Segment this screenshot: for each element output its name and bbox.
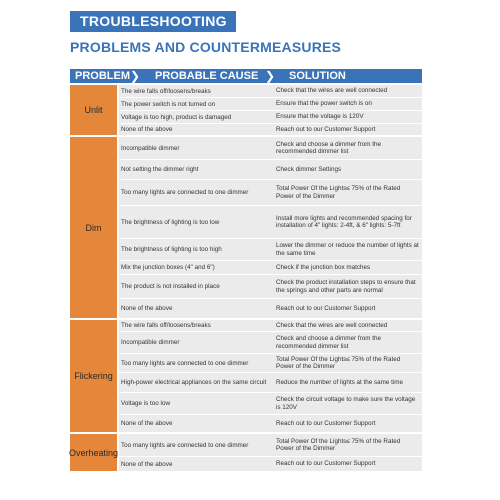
cause-cell: None of the above: [121, 460, 173, 468]
solution-cell: Reach out to our Customer Support: [276, 125, 376, 133]
problem-column-header: PROBLEM: [75, 70, 130, 82]
solution-cell: Check and choose a dimmer from the recommended dimmer list: [276, 335, 381, 350]
table-row: [119, 261, 422, 275]
table-row: [119, 299, 422, 318]
cause-cell: Incompatible dimmer: [121, 144, 180, 152]
troubleshooting-table: [70, 85, 422, 473]
table-row: [119, 180, 422, 206]
cause-cell: Too many lights are connected to one dimmer: [121, 441, 249, 449]
table-row: [119, 239, 422, 261]
solution-cell: Reach out to our Customer Support: [276, 304, 376, 312]
problem-label: Flickering: [70, 320, 117, 432]
solution-cell: Reach out to our Customer Support: [276, 460, 376, 468]
table-row: [119, 137, 422, 160]
page-title: TROUBLESHOOTING: [70, 11, 236, 32]
solution-cell: Ensure that the voltage is 120V: [276, 113, 364, 121]
problem-label: Overheating: [70, 434, 117, 471]
solution-cell: Reduce the number of lights at the same time: [276, 378, 404, 386]
table-row: [119, 85, 422, 98]
cause-cell: The brightness of lighting is too high: [121, 246, 222, 253]
table-row: [119, 275, 422, 299]
problem-group: [70, 434, 422, 471]
solution-cell: Check dimmer Settings: [276, 165, 342, 173]
cause-cell: None of the above: [121, 420, 173, 427]
problem-group: [70, 85, 422, 135]
cause-cell: None of the above: [121, 126, 173, 133]
cause-column-header: PROBABLE CAUSE: [155, 70, 259, 82]
cause-cell: Too many lights are connected to one dimmer: [121, 189, 249, 196]
chevron-right-icon: ❯: [130, 69, 141, 83]
cause-cell: High-power electrical appliances on the same circuit: [121, 379, 267, 386]
cause-cell: The power switch is not turned on: [121, 100, 216, 108]
table-row: [119, 457, 422, 471]
solution-cell: Check and choose a dimmer from the recommended dimmer list: [276, 140, 381, 155]
table-row: [119, 124, 422, 135]
problem-label: Unlit: [70, 85, 117, 135]
solution-cell: Total Power Of the Lights≤ 75% of the Rated Power of the Dimmer: [276, 437, 401, 452]
solution-cell: Check the circuit voltage to make sure the voltage is 120V: [276, 396, 416, 411]
cause-cell: Voltage is too high, product is damaged: [121, 113, 232, 121]
solution-cell: Total Power Of the Lights≤ 75% of the Rated Power of the Dimmer: [276, 185, 401, 200]
cause-cell: The product is not installed in place: [121, 283, 220, 290]
solution-column-header: SOLUTION: [289, 70, 346, 82]
table-row: [119, 393, 422, 415]
solution-cell: Check that the wires are well connected: [276, 87, 388, 95]
cause-cell: The wire falls off/loosens/breaks: [121, 322, 211, 329]
problem-label: Dim: [70, 137, 117, 318]
table-row: [119, 332, 422, 354]
table-row: [119, 111, 422, 124]
table-row: [119, 415, 422, 432]
chevron-right-icon: ❯: [265, 69, 276, 83]
cause-cell: None of the above: [121, 305, 173, 312]
table-row: [119, 160, 422, 180]
solution-cell: Check the product installation steps to ensure that the springs and other parts are normal: [276, 279, 416, 294]
table-row: [119, 98, 422, 111]
solution-cell: Lower the dimmer or reduce the number of lights at the same time: [276, 242, 419, 257]
cause-cell: Not setting the dimmer right: [121, 166, 199, 173]
section-subtitle: PROBLEMS AND COUNTERMEASURES: [70, 39, 342, 55]
cause-cell: Too many lights are connected to one dimmer: [121, 359, 249, 367]
solution-cell: Ensure that the power switch is on: [276, 100, 372, 108]
solution-cell: Install more lights and recommended spacing for installation of 4" lights: 2-4ft, & 6" lights: 5-7ft: [276, 214, 412, 229]
cause-cell: The brightness of lighting is too low: [121, 218, 220, 226]
cause-cell: The wire falls off/loosens/breaks: [121, 87, 211, 95]
solution-cell: Check that the wires are well connected: [276, 321, 388, 329]
solution-cell: Reach out to our Customer Support: [276, 419, 376, 427]
table-row: [119, 373, 422, 393]
solution-cell: Total Power Of the Lights≤ 75% of the Rated Power of the Dimmer: [276, 355, 401, 370]
solution-cell: Check if the junction box matches: [276, 263, 371, 271]
table-row: [119, 206, 422, 239]
table-row: [119, 320, 422, 332]
cause-cell: Incompatible dimmer: [121, 339, 180, 346]
table-row: [119, 434, 422, 457]
problem-group: [70, 320, 422, 432]
table-row: [119, 354, 422, 373]
table-header: [70, 69, 422, 83]
cause-cell: Voltage is too low: [121, 400, 171, 407]
cause-cell: Mix the junction boxes (4" and 6"): [121, 264, 215, 271]
problem-group: [70, 137, 422, 318]
